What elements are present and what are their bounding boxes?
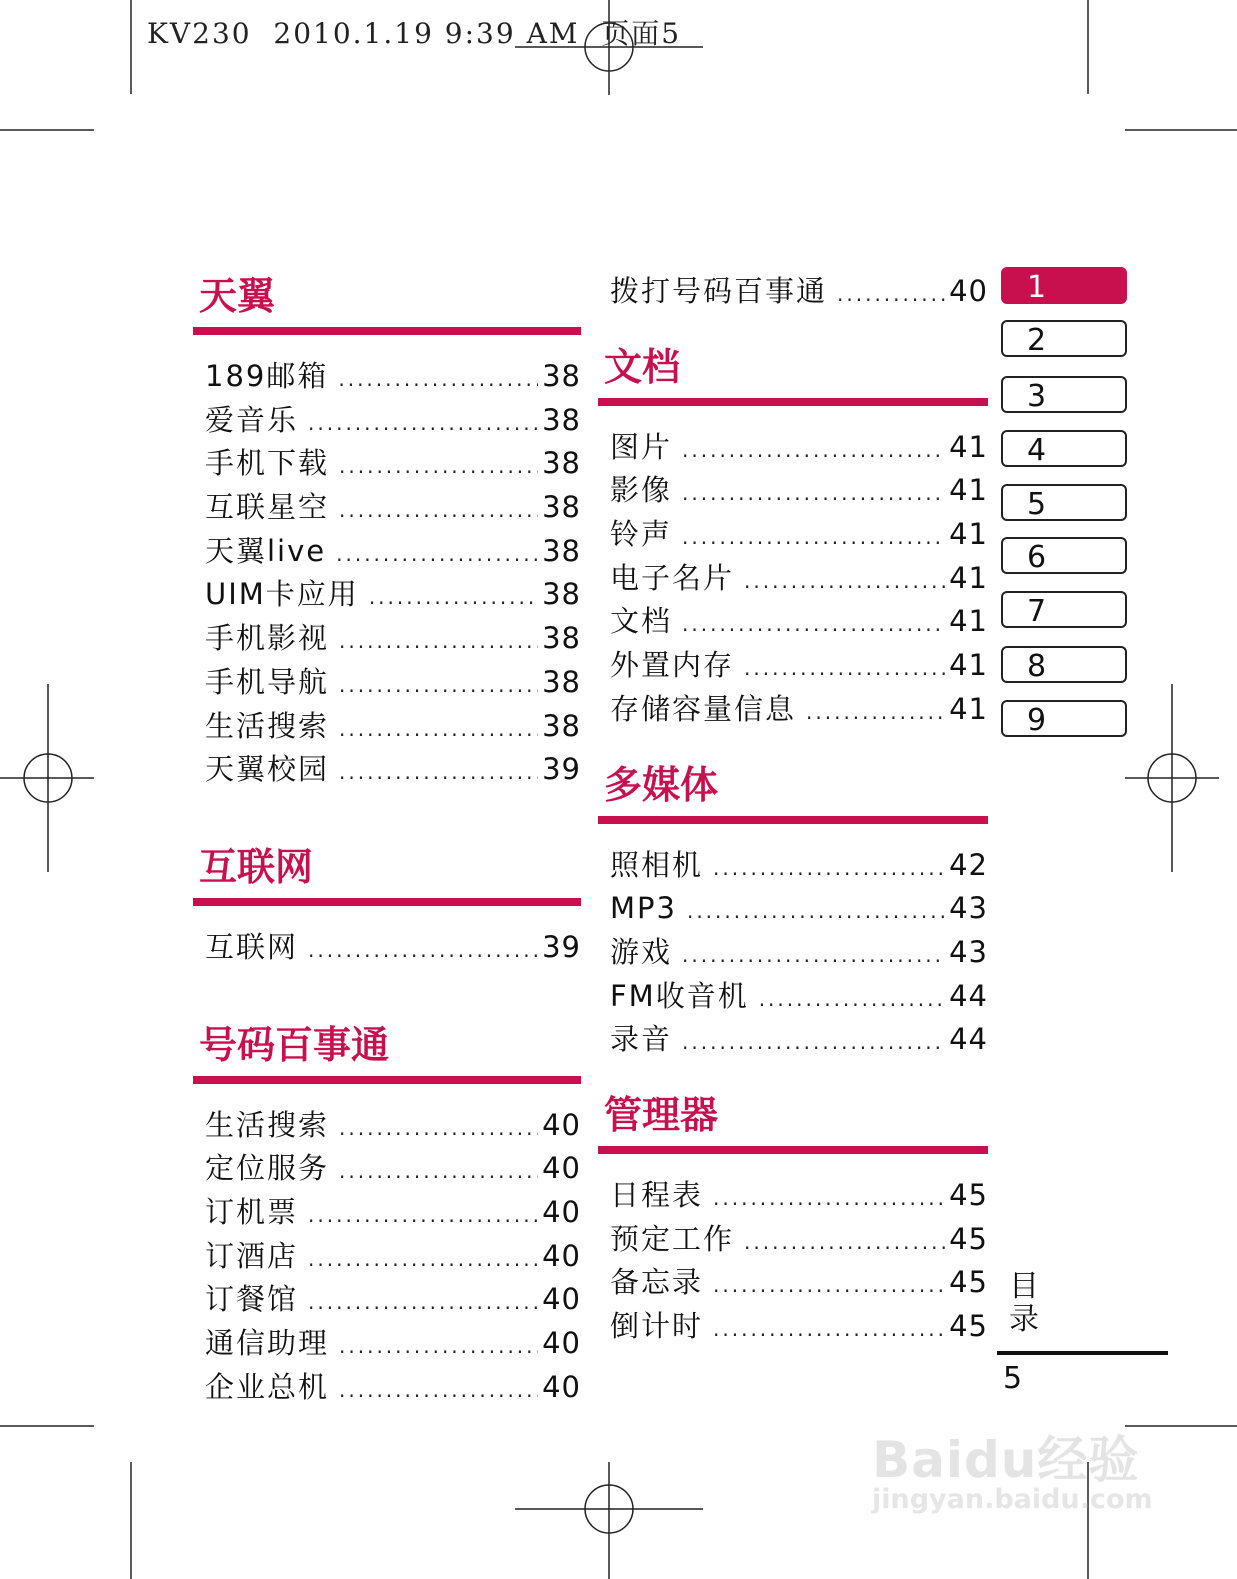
entry-page-number: 44 [949, 978, 988, 1013]
entry-label: 存储容量信息 [610, 691, 797, 726]
entry-label: 189邮箱 [205, 359, 329, 393]
toc-entry[interactable] [598, 975, 988, 1019]
entry-label: 生活搜索 [205, 1107, 330, 1142]
section-heading: 互联网 [199, 844, 314, 889]
toc-entry[interactable] [193, 355, 581, 399]
dot-leader [308, 1281, 538, 1325]
entry-page-number: 41 [949, 429, 988, 464]
watermark-logo: Baidu经验 [872, 1431, 1140, 1489]
entry-label: 电子名片 [610, 560, 735, 595]
entry-page-number: 41 [949, 560, 988, 595]
entry-page-number: 45 [949, 1177, 988, 1212]
entry-label: 照相机 [610, 847, 704, 882]
toc-entry[interactable] [193, 1235, 581, 1279]
dot-leader [682, 429, 945, 473]
entry-page-number: 41 [949, 648, 988, 683]
dot-leader [744, 647, 945, 691]
dot-leader [308, 1238, 538, 1282]
entry-label: UIM卡应用 [205, 577, 359, 612]
entry-label: 订酒店 [205, 1238, 299, 1273]
toc-entry[interactable] [193, 530, 581, 574]
entry-page-number: 44 [949, 1022, 988, 1057]
dot-leader [682, 472, 945, 516]
entry-label: 影像 [610, 473, 673, 508]
dot-leader [338, 358, 538, 402]
entry-page-number: 41 [949, 691, 988, 726]
section-rule [598, 816, 988, 824]
entry-label: 订机票 [205, 1194, 299, 1229]
chapter-tab-8[interactable]: 8 [1001, 646, 1127, 683]
entry-page-number: 38 [542, 708, 581, 743]
dot-leader [713, 847, 945, 891]
section-rule [193, 898, 581, 906]
entry-label: 互联星空 [205, 490, 330, 525]
dot-leader [339, 1150, 538, 1194]
entry-label: 定位服务 [205, 1151, 330, 1186]
dot-leader [308, 402, 538, 446]
entry-label: 天翼校园 [205, 752, 330, 787]
toc-entry[interactable] [598, 931, 988, 975]
entry-label: 手机下载 [205, 446, 330, 481]
toc-entry[interactable] [193, 1104, 581, 1148]
toc-entry[interactable] [193, 1147, 581, 1191]
dot-leader [837, 273, 945, 317]
toc-entry[interactable] [598, 600, 988, 644]
chapter-tab-7[interactable]: 7 [1001, 591, 1127, 628]
footer-rule [997, 1351, 1168, 1355]
entry-page-number: 38 [542, 359, 581, 393]
section-heading: 号码百事通 [199, 1022, 390, 1067]
toc-entry[interactable] [193, 1191, 581, 1235]
chapter-tab-5[interactable]: 5 [1001, 484, 1127, 521]
entry-page-number: 45 [949, 1309, 988, 1343]
entry-page-number: 40 [542, 1151, 581, 1186]
entry-label: 手机导航 [205, 664, 330, 699]
dot-leader [339, 620, 538, 664]
entry-page-number: 40 [542, 1238, 581, 1273]
section-rule [598, 1146, 988, 1154]
toc-entry[interactable] [598, 1261, 988, 1305]
entry-page-number: 39 [542, 929, 581, 964]
section-rule [598, 398, 988, 406]
dot-leader [339, 1107, 538, 1151]
toc-entry[interactable] [193, 399, 581, 443]
entry-label: 游戏 [610, 934, 673, 969]
entry-label: 拨打号码百事通 [610, 274, 828, 308]
chapter-tab-2[interactable]: 2 [1001, 320, 1127, 357]
entry-page-number: 40 [542, 1369, 581, 1404]
entry-page-number: 38 [542, 621, 581, 656]
toc-entry[interactable] [598, 844, 988, 888]
dot-leader [806, 691, 945, 735]
dot-leader [682, 934, 945, 978]
dot-leader [713, 1264, 945, 1308]
entry-label: 爱音乐 [205, 402, 299, 437]
dot-leader [713, 1308, 945, 1352]
dot-leader [339, 445, 538, 489]
dot-leader [744, 560, 945, 604]
entry-page-number: 43 [949, 934, 988, 969]
entry-page-number: 40 [949, 274, 988, 308]
toc-entry[interactable] [598, 1305, 988, 1349]
toc-entry[interactable] [193, 661, 581, 705]
entry-page-number: 40 [542, 1282, 581, 1317]
entry-page-number: 45 [949, 1221, 988, 1256]
section-heading: 文档 [604, 344, 681, 389]
toc-entry[interactable] [193, 926, 581, 970]
toc-entry[interactable] [598, 644, 988, 688]
dot-leader [369, 576, 538, 620]
dot-leader [339, 1369, 538, 1413]
entry-label: 订餐馆 [205, 1282, 299, 1317]
dot-leader [682, 603, 945, 647]
toc-column-left [193, 273, 581, 1409]
chapter-tab-4[interactable]: 4 [1001, 430, 1127, 467]
dot-leader [759, 978, 945, 1022]
entry-label: 图片 [610, 429, 673, 464]
toc-entry[interactable] [598, 1174, 988, 1218]
entry-label: 录音 [610, 1022, 673, 1057]
entry-label: MP3 [610, 891, 677, 926]
toc-entry[interactable] [598, 557, 988, 601]
entry-label: 预定工作 [610, 1221, 735, 1256]
toc-entry[interactable] [193, 442, 581, 486]
toc-entry[interactable] [598, 1018, 988, 1062]
toc-entry[interactable] [193, 1278, 581, 1322]
dot-leader [339, 1325, 538, 1369]
entry-label: 倒计时 [610, 1309, 704, 1343]
entry-page-number: 41 [949, 604, 988, 639]
dot-leader [682, 1021, 945, 1065]
toc-entry[interactable] [598, 469, 988, 513]
dot-leader [339, 489, 538, 533]
toc-entry[interactable] [193, 1366, 581, 1410]
toc-entry[interactable] [598, 688, 988, 732]
toc-column-right [598, 270, 988, 1349]
toc-entry[interactable] [193, 705, 581, 749]
entry-page-number: 38 [542, 664, 581, 699]
entry-page-number: 38 [542, 490, 581, 525]
entry-label: 备忘录 [610, 1265, 704, 1300]
watermark-url: jingyan.baidu.com [872, 1484, 1153, 1515]
entry-page-number: 40 [542, 1107, 581, 1142]
toc-entry[interactable] [193, 748, 581, 792]
toc-entry[interactable] [598, 270, 988, 314]
entry-label: 手机影视 [205, 621, 330, 656]
toc-entry[interactable] [193, 1322, 581, 1366]
dot-leader [339, 708, 538, 752]
entry-label: 天翼live [205, 533, 327, 568]
chapter-tab-6[interactable]: 6 [1001, 537, 1127, 574]
entry-page-number: 40 [542, 1194, 581, 1229]
entry-page-number: 41 [949, 517, 988, 552]
section-gap [193, 792, 581, 844]
entry-page-number: 40 [542, 1326, 581, 1360]
section-rule [193, 327, 581, 335]
entry-page-number: 38 [542, 402, 581, 437]
entry-label: 企业总机 [205, 1369, 330, 1404]
entry-page-number: 39 [542, 752, 581, 787]
entry-page-number: 38 [542, 446, 581, 481]
toc-entry[interactable] [598, 513, 988, 557]
section-gap [598, 314, 988, 344]
toc-entry[interactable] [193, 617, 581, 661]
entry-label: 铃声 [610, 517, 673, 552]
entry-label: FM收音机 [610, 978, 749, 1013]
toc-side-label: 目录 [1009, 1269, 1039, 1337]
section-gap [598, 1062, 988, 1092]
toc-entry[interactable] [193, 573, 581, 617]
print-slug: KV230 2010.1.19 9:39 AM 页面5 [147, 17, 682, 50]
section-gap [193, 970, 581, 1022]
dot-leader [308, 1194, 538, 1238]
chapter-tab-3[interactable]: 3 [1001, 376, 1127, 413]
entry-page-number: 41 [949, 473, 988, 508]
entry-page-number: 43 [949, 891, 988, 926]
dot-leader [339, 751, 538, 795]
chapter-tab-1[interactable]: 1 [1001, 267, 1127, 304]
entry-label: 外置内存 [610, 648, 735, 683]
toc-entry[interactable] [598, 887, 988, 931]
toc-entry[interactable] [598, 426, 988, 470]
entry-page-number: 38 [542, 577, 581, 612]
entry-page-number: 45 [949, 1265, 988, 1300]
section-heading: 多媒体 [604, 762, 719, 807]
section-heading: 管理器 [604, 1092, 719, 1137]
dot-leader [713, 1177, 945, 1221]
entry-label: 互联网 [205, 929, 299, 964]
section-rule [193, 1076, 581, 1084]
section-gap [598, 732, 988, 762]
entry-page-number: 38 [542, 533, 581, 568]
chapter-tab-9[interactable]: 9 [1001, 700, 1127, 737]
page-number: 5 [1003, 1361, 1023, 1396]
dot-leader [682, 516, 945, 560]
entry-label: 文档 [610, 604, 673, 639]
dot-leader [339, 664, 538, 708]
entry-label: 日程表 [610, 1177, 704, 1212]
dot-leader [308, 929, 538, 973]
entry-label: 通信助理 [205, 1326, 330, 1360]
section-heading: 天翼 [199, 274, 276, 318]
dot-leader [687, 890, 945, 934]
entry-label: 生活搜索 [205, 708, 330, 743]
toc-entry[interactable] [193, 486, 581, 530]
dot-leader [336, 533, 538, 577]
toc-entry[interactable] [598, 1218, 988, 1262]
dot-leader [744, 1221, 945, 1265]
entry-page-number: 42 [949, 847, 988, 882]
